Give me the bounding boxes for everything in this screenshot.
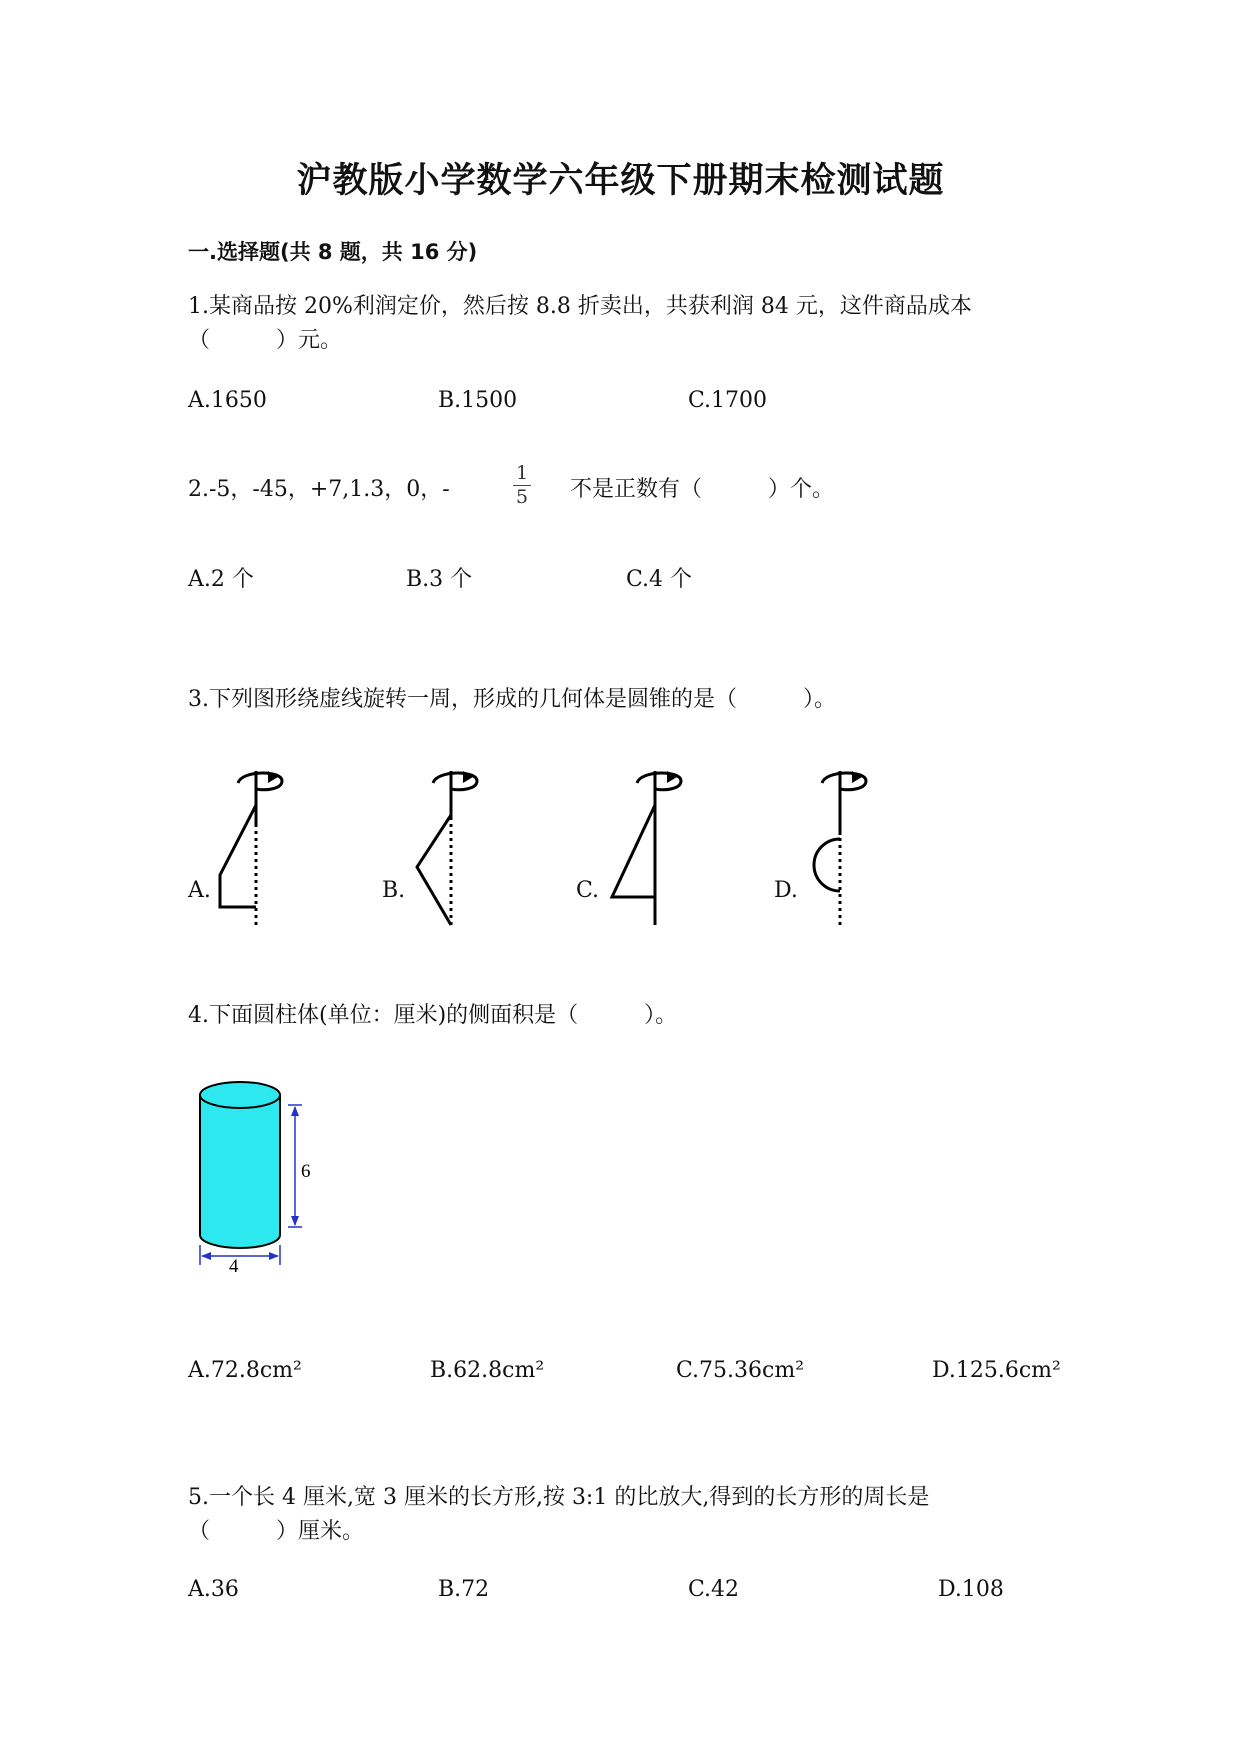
question-3-option-a: A. xyxy=(188,878,211,903)
question-5-option-a: A.36 xyxy=(188,1577,239,1602)
question-3-text: 3.下列图形绕虚线旋转一周，形成的几何体是圆锥的是（ ）。 xyxy=(188,687,836,712)
question-1-text-continued: （ ）元。 xyxy=(188,328,343,353)
figure-c-shape xyxy=(612,805,655,897)
question-4-text: 4.下面圆柱体(单位：厘米)的侧面积是（ ）。 xyxy=(188,1003,678,1028)
cylinder-top xyxy=(200,1082,280,1108)
question-2-option-b: B.3 个 xyxy=(406,567,473,592)
question-3-option-d: D. xyxy=(774,878,798,903)
cylinder-body xyxy=(200,1095,280,1248)
figure-c xyxy=(600,765,690,930)
question-1-text: 1.某商品按 20%利润定价，然后按 8.8 折卖出，共获利润 84 元，这件商品成本 xyxy=(188,294,972,319)
figure-a xyxy=(210,765,300,930)
figure-d xyxy=(795,765,885,930)
question-4-option-a: A.72.8cm² xyxy=(188,1358,302,1383)
question-4-option-d: D.125.6cm² xyxy=(932,1358,1061,1383)
fraction-numerator: 1 xyxy=(515,462,529,484)
figure-d-semicircle xyxy=(814,839,840,891)
question-4-option-b: B.62.8cm² xyxy=(430,1358,545,1383)
cylinder-figure xyxy=(190,1070,320,1290)
fraction-denominator: 5 xyxy=(515,486,529,508)
question-5-option-c: C.42 xyxy=(688,1577,740,1602)
question-2-option-a: A.2 个 xyxy=(188,567,254,592)
fraction-one-fifth xyxy=(511,463,533,508)
question-4-option-c: C.75.36cm² xyxy=(676,1358,805,1383)
diameter-label: 4 xyxy=(229,1256,239,1277)
figure-b-shape xyxy=(417,815,451,925)
question-1-option-a: A.1650 xyxy=(188,388,267,413)
question-3-option-c: C. xyxy=(576,878,600,903)
question-5-option-d: D.108 xyxy=(938,1577,1004,1602)
question-2-option-c: C.4 个 xyxy=(626,567,693,592)
figure-b xyxy=(405,765,495,930)
question-5-text: 5.一个长 4 厘米,宽 3 厘米的长方形,按 3:1 的比放大,得到的长方形的周长是 xyxy=(188,1485,930,1510)
question-3-option-b: B. xyxy=(382,878,406,903)
question-2-text: 2.-5，-45，+7,1.3，0，- xyxy=(188,477,450,502)
height-label: 6 xyxy=(301,1161,311,1182)
figure-a-shape xyxy=(220,805,256,907)
question-5-option-b: B.72 xyxy=(438,1577,490,1602)
question-5-text-continued: （ ）厘米。 xyxy=(188,1519,365,1544)
question-1-option-b: B.1500 xyxy=(438,388,518,413)
page-title: 沪教版小学数学六年级下册期末检测试题 xyxy=(296,161,945,201)
height-dimension xyxy=(288,1105,302,1227)
question-2-text-continued: 不是正数有（ ）个。 xyxy=(570,477,835,502)
question-1-option-c: C.1700 xyxy=(688,388,768,413)
section-heading: 一.选择题(共 8 题，共 16 分) xyxy=(188,240,478,264)
